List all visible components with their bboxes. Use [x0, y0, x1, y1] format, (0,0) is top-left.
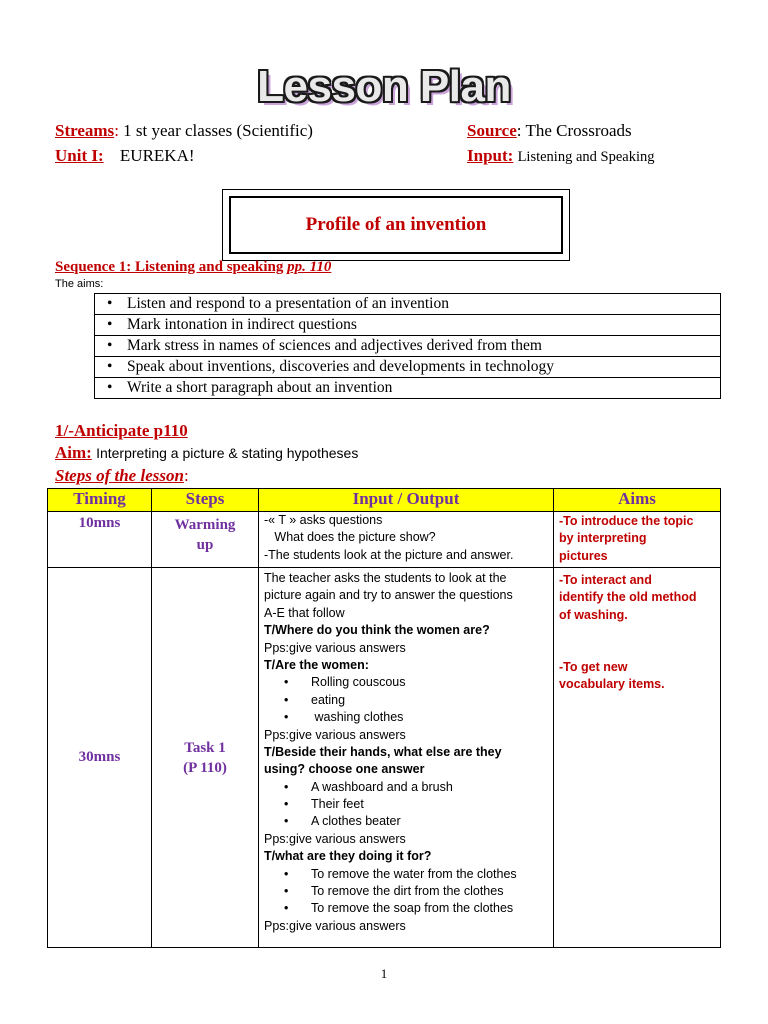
aim-row-text: -To get new: [559, 659, 628, 674]
unit-line: [55, 146, 195, 166]
io-bullet-item: • A washboard and a brush: [264, 779, 553, 796]
source-label: Source: [467, 121, 517, 140]
io-line: -The students look at the picture and answer.: [264, 547, 514, 562]
profile-title: Profile of an invention: [229, 196, 563, 254]
aim-row-text: -To interact and: [559, 573, 652, 587]
header-aims: Aims: [554, 489, 721, 512]
unit-label: Unit I:: [55, 146, 104, 165]
unit-value: EUREKA!: [119, 146, 195, 165]
io-bullet-item: • Rolling couscous: [264, 674, 553, 691]
io-line: Pps:give various answers: [264, 831, 406, 846]
io-line: T/Beside their hands, what else are they: [264, 744, 502, 759]
aim-row-text: by interpreting: [559, 531, 647, 546]
header-row: [48, 489, 721, 512]
lesson-table: [47, 488, 721, 948]
timing-cell: 10mns: [48, 512, 152, 568]
streams-label: Streams: [55, 121, 115, 140]
aims-cell: [554, 568, 721, 948]
steps-text: Task 1: [184, 739, 226, 756]
io-line: What does the picture show?: [264, 530, 436, 545]
aims-table: [94, 293, 721, 399]
steps-cell: [152, 512, 259, 568]
timing-cell: 30mns: [48, 568, 152, 948]
io-line: A-E that follow: [264, 605, 345, 620]
sequence-label: Sequence 1: Listening and speaking: [55, 259, 284, 275]
io-line: The teacher asks the students to look at the: [264, 571, 507, 585]
aim-row: [95, 357, 721, 378]
aim-row-text: [559, 642, 720, 659]
table-row: [48, 512, 721, 568]
aim-row-text: identify the old method: [559, 590, 697, 605]
sequence-pages: pp. 110: [287, 259, 332, 275]
aim-row-text: [559, 624, 720, 641]
aim-cell: [95, 357, 721, 378]
steps-heading: [55, 466, 189, 486]
steps-cell: [152, 568, 259, 948]
aim-cell: [95, 294, 721, 315]
page-title: Lesson Plan: [257, 62, 511, 111]
io-line: Pps:give various answers: [264, 640, 406, 655]
aim-row-text: -To introduce the topic: [559, 514, 694, 528]
aim-label: Aim:: [55, 443, 92, 462]
steps-label: Steps of the lesson: [55, 466, 184, 485]
io-bullet-item: • A clothes beater: [264, 813, 553, 830]
input-line: [467, 146, 654, 166]
header-steps: Steps: [152, 489, 259, 512]
bullet-icon: •: [107, 379, 113, 396]
input-value: Listening and Speaking: [517, 149, 655, 165]
io-line: -« T » asks questions: [264, 513, 383, 527]
io-line: Pps:give various answers: [264, 727, 406, 742]
source-line: [467, 121, 632, 141]
bullet-icon: •: [107, 295, 113, 312]
io-bullet-item: • To remove the soap from the clothes: [264, 900, 553, 917]
streams-line: [55, 121, 313, 141]
io-line: picture again and try to answer the questions: [264, 588, 513, 603]
aim-row-text: vocabulary items.: [559, 677, 665, 692]
header-input-output: Input / Output: [259, 489, 554, 512]
aim-text: Mark stress in names of sciences and adjectives derived from them: [127, 337, 542, 354]
aim-text: Mark intonation in indirect questions: [127, 316, 357, 333]
aim-row: [95, 294, 721, 315]
aim-value: Interpreting a picture & stating hypotheses: [96, 445, 359, 461]
anticipate-heading: 1/-Anticipate p110: [55, 421, 188, 440]
aim-cell: [95, 336, 721, 357]
bullet-icon: •: [107, 337, 113, 354]
aims-cell: [554, 512, 721, 568]
aim-row: [95, 378, 721, 399]
table-row: [48, 568, 721, 948]
bullet-icon: •: [107, 358, 113, 375]
aim-line: [55, 443, 358, 463]
io-line: using? choose one answer: [264, 762, 425, 777]
io-line: T/Where do you think the women are?: [264, 623, 490, 638]
aims-label: The aims:: [55, 278, 104, 290]
aim-row: [95, 336, 721, 357]
input-label: Input:: [467, 146, 514, 165]
io-bullet-item: • eating: [264, 692, 553, 709]
io-line: T/Are the women:: [264, 657, 369, 672]
streams-colon: :: [114, 121, 119, 140]
aim-row-text: of washing.: [559, 607, 628, 622]
bullet-icon: •: [107, 316, 113, 333]
steps-text: Warming: [174, 517, 236, 533]
aim-text: Write a short paragraph about an invention: [127, 379, 393, 396]
io-cell: [259, 568, 554, 948]
io-bullet-item: • To remove the water from the clothes: [264, 866, 553, 883]
steps-colon: :: [183, 466, 189, 485]
io-line: T/what are they doing it for?: [264, 849, 432, 864]
io-bullet-item: • To remove the dirt from the clothes: [264, 883, 553, 900]
io-cell: [259, 512, 554, 568]
io-bullet-item: • Their feet: [264, 796, 553, 813]
aim-row: [95, 315, 721, 336]
source-value: The Crossroads: [525, 121, 632, 140]
source-colon: :: [516, 121, 522, 140]
page-number: 1: [380, 966, 388, 981]
aim-text: Speak about inventions, discoveries and developments in technology: [127, 358, 555, 375]
io-line: Pps:give various answers: [264, 918, 406, 933]
steps-text: up: [196, 537, 214, 553]
sequence-heading: [55, 259, 331, 276]
aim-cell: [95, 378, 721, 399]
aim-cell: [95, 315, 721, 336]
streams-value: 1 st year classes (Scientific): [123, 121, 313, 140]
steps-text: (P 110): [183, 759, 227, 776]
profile-box: [222, 189, 570, 261]
io-bullet-item: • washing clothes: [264, 709, 553, 726]
aim-row-text: pictures: [559, 548, 608, 563]
header-timing: Timing: [48, 489, 152, 512]
aim-text: Listen and respond to a presentation of an invention: [127, 295, 449, 312]
